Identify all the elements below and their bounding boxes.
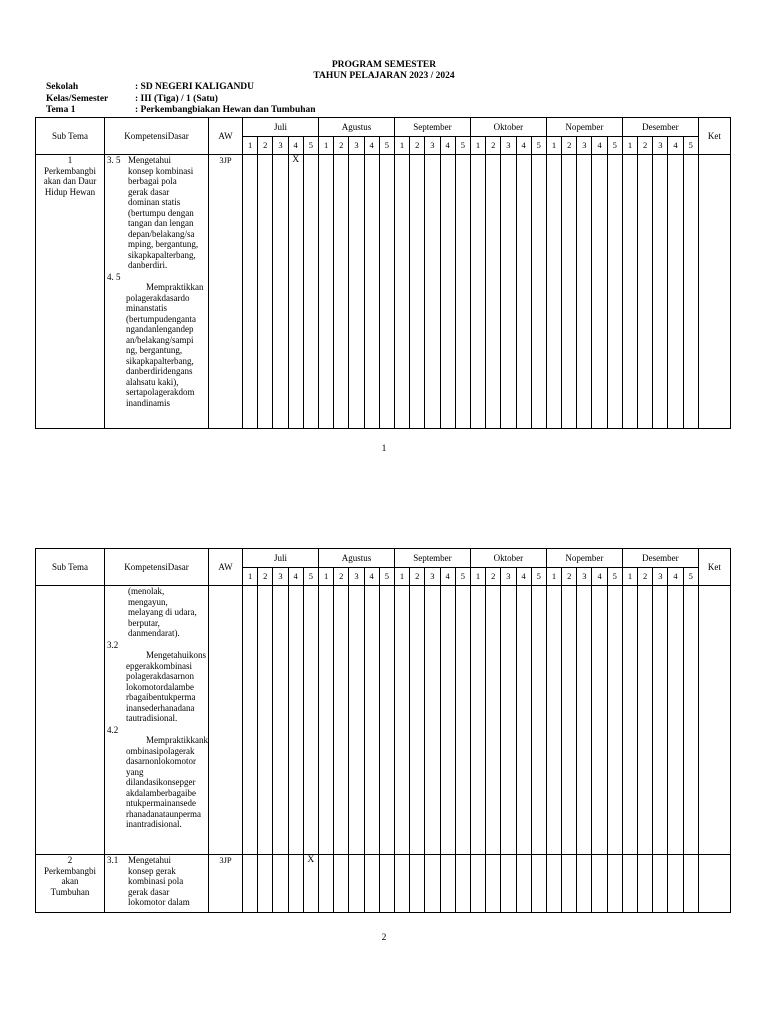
sub-tema-line: Tumbuhan (50, 886, 90, 897)
kd-item (105, 586, 208, 639)
week-cell (653, 586, 668, 855)
header-week: 3 (273, 137, 288, 155)
week-cell (577, 855, 592, 913)
page-number: 1 (381, 444, 387, 454)
header-aw: AW (209, 118, 243, 155)
sub-tema-cell (36, 155, 105, 429)
header-row-months (36, 549, 731, 568)
header-week: 2 (562, 568, 577, 586)
header-week: 2 (334, 137, 349, 155)
header-week: 3 (425, 568, 440, 586)
header-month: Desember (622, 549, 698, 568)
header-week: 1 (546, 137, 561, 155)
kd-number: 3.1 (107, 855, 119, 865)
header-week: 4 (288, 568, 303, 586)
header-week: 5 (455, 137, 470, 155)
week-cell (622, 855, 637, 913)
week-cell (455, 586, 470, 855)
week-cell (592, 155, 607, 429)
week-cell (622, 155, 637, 429)
header-week: 5 (379, 568, 394, 586)
week-cell (501, 586, 516, 855)
week-cell (486, 586, 501, 855)
header-month: Oktober (470, 118, 546, 137)
week-cell (531, 586, 546, 855)
week-cell (577, 155, 592, 429)
header-week: 5 (455, 568, 470, 586)
sub-tema-cell (36, 586, 105, 855)
sub-tema-line: 2 (67, 855, 73, 865)
aw-cell (209, 586, 243, 855)
week-cell (440, 586, 455, 855)
header-week: 2 (486, 137, 501, 155)
kd-number: 4. 5 (107, 271, 121, 282)
week-cell (638, 855, 653, 913)
week-cell (486, 155, 501, 429)
week-cell (258, 155, 273, 429)
header-week: 1 (318, 137, 333, 155)
header-week: 3 (349, 137, 364, 155)
header-week: 3 (577, 568, 592, 586)
week-cell (440, 855, 455, 913)
header-week: 5 (531, 137, 546, 155)
header-week: 2 (334, 568, 349, 586)
header-week: 1 (318, 568, 333, 586)
week-cell (683, 586, 698, 855)
header-kompetensi-dasar: KompetensiDasar (105, 118, 209, 155)
week-cell (364, 586, 379, 855)
week-cell (258, 855, 273, 913)
header-week: 4 (516, 137, 531, 155)
header-week: 4 (440, 137, 455, 155)
header-month: Juli (243, 118, 319, 137)
header-week: 1 (394, 137, 409, 155)
week-cell (273, 586, 288, 855)
kompetensi-cell (105, 586, 209, 855)
header-week: 2 (410, 137, 425, 155)
week-cell (273, 855, 288, 913)
week-cell (668, 855, 683, 913)
header-month: Nopember (546, 118, 622, 137)
kd-number (105, 586, 125, 639)
kd-item (105, 155, 208, 271)
week-cell (349, 155, 364, 429)
header-week: 4 (592, 137, 607, 155)
header-ket: Ket (698, 118, 730, 155)
week-cell (303, 155, 318, 429)
week-cell (364, 155, 379, 429)
sub-tema-line: Perkembangbi (44, 865, 96, 876)
kd-number: 3.2 (107, 639, 119, 650)
week-cell (546, 586, 561, 855)
ket-cell (698, 155, 730, 429)
table-row (36, 586, 731, 855)
header-week: 1 (622, 137, 637, 155)
kd-number: 3. 5 (107, 155, 121, 165)
header-week: 3 (501, 568, 516, 586)
kompetensi-cell (105, 155, 209, 429)
header-week: 5 (379, 137, 394, 155)
ket-cell (698, 855, 730, 913)
week-cell (592, 855, 607, 913)
header-week: 4 (592, 568, 607, 586)
week-cell (379, 155, 394, 429)
header-week: 4 (364, 568, 379, 586)
header-month: Nopember (546, 549, 622, 568)
header-week: 2 (638, 137, 653, 155)
aw-cell: 3JP (209, 155, 243, 429)
week-cell (546, 155, 561, 429)
sub-tema-line: akan dan Daur (43, 176, 97, 186)
kd-text: Mengetahui konsep kombinasi berbagai pola gerak dasar dominan statis (bertumpu dengan tangan dan lengan depan/belakang/sa mping, bergantung, sikapkapalterbang, danberdiri. (128, 155, 199, 270)
header-week: 4 (668, 137, 683, 155)
week-cell (653, 155, 668, 429)
week-cell (470, 586, 485, 855)
week-cell (288, 586, 303, 855)
week-cell (349, 855, 364, 913)
week-cell (668, 155, 683, 429)
week-cell (318, 586, 333, 855)
header-month: September (394, 118, 470, 137)
week-cell (318, 155, 333, 429)
info-label: Kelas/Semester (46, 94, 109, 104)
week-cell (562, 855, 577, 913)
info-value: : III (Tiga) / 1 (Satu) (135, 94, 218, 104)
header-week: 2 (410, 568, 425, 586)
header-month: Oktober (470, 549, 546, 568)
week-cell (318, 855, 333, 913)
header-week: 3 (349, 568, 364, 586)
header-week: 4 (440, 568, 455, 586)
week-cell (273, 155, 288, 429)
header-week: 3 (653, 137, 668, 155)
schedule-mark: X (288, 155, 303, 429)
week-cell (577, 586, 592, 855)
week-cell (334, 586, 349, 855)
program-semester-table-page-1 (35, 117, 731, 429)
header-week: 5 (607, 137, 622, 155)
week-cell (455, 855, 470, 913)
header-week: 2 (258, 137, 273, 155)
header-aw: AW (209, 549, 243, 586)
week-cell (516, 586, 531, 855)
week-cell (486, 855, 501, 913)
header-week: 5 (303, 137, 318, 155)
header-week: 3 (577, 137, 592, 155)
week-cell (303, 586, 318, 855)
page-number: 2 (381, 933, 387, 943)
week-cell (531, 155, 546, 429)
header-week: 3 (501, 137, 516, 155)
program-semester-table-page-2 (35, 548, 731, 913)
table-row (36, 155, 731, 429)
week-cell (455, 155, 470, 429)
kd-number: 4.2 (107, 724, 119, 735)
week-cell (349, 586, 364, 855)
kd-item: 3.2 Mengetahuikons epgerakkombinasi polagerakdasarnon lokomotordalambe rbagaibentukperma inansederhanadana tautradisional. (107, 639, 206, 723)
header-week: 3 (653, 568, 668, 586)
week-cell (410, 855, 425, 913)
week-cell (516, 855, 531, 913)
week-cell (683, 855, 698, 913)
week-cell (470, 155, 485, 429)
kd-item: 4. 5 Mempraktikkan polagerakdasardo minanstatis (bertumpudenganta ngandanlengandep an/belakang/sampi ng, bergantung, sikapkapalterbang, danberdiridengans alahsatu kaki), sertapolagerakdom inandinamis (105, 272, 208, 409)
week-cell (501, 155, 516, 429)
header-week: 4 (288, 137, 303, 155)
sub-tema-line: Perkembangbi (44, 165, 96, 176)
week-cell (243, 155, 258, 429)
week-cell (410, 155, 425, 429)
week-cell (379, 855, 394, 913)
week-cell (470, 855, 485, 913)
header-week: 1 (470, 137, 485, 155)
week-cell (638, 586, 653, 855)
header-week: 1 (243, 137, 258, 155)
week-cell (394, 155, 409, 429)
header-week: 2 (562, 137, 577, 155)
header-sub-tema: Sub Tema (36, 549, 105, 586)
week-cell (531, 855, 546, 913)
sub-tema-cell (36, 855, 105, 913)
week-cell (334, 155, 349, 429)
header-week: 1 (622, 568, 637, 586)
info-label: Tema 1 (46, 105, 76, 115)
header-week: 2 (638, 568, 653, 586)
week-cell (288, 855, 303, 913)
week-cell (546, 855, 561, 913)
header-week: 4 (668, 568, 683, 586)
week-cell (607, 855, 622, 913)
week-cell (243, 586, 258, 855)
header-month: Agustus (318, 549, 394, 568)
week-cell (516, 155, 531, 429)
header-week: 3 (273, 568, 288, 586)
header-week: 3 (425, 137, 440, 155)
header-row-months (36, 118, 731, 137)
header-week: 5 (531, 568, 546, 586)
week-cell (622, 586, 637, 855)
week-cell (425, 855, 440, 913)
header-week: 1 (394, 568, 409, 586)
header-week: 1 (470, 568, 485, 586)
info-label: Sekolah (46, 82, 79, 92)
week-cell (334, 855, 349, 913)
week-cell (394, 855, 409, 913)
kd-item: 4.2 Mempraktikkank ombinasipolagerak dasarnonlokomotor yang dilandasikonsepger akdalamberbagaibe ntukpermainansede rhanadanataunperma inantradisional. (107, 724, 208, 829)
week-cell (258, 586, 273, 855)
header-sub-tema: Sub Tema (36, 118, 105, 155)
week-cell (410, 586, 425, 855)
header-week: 2 (258, 568, 273, 586)
header-week: 4 (516, 568, 531, 586)
schedule-mark: X (303, 855, 318, 913)
kd-item (105, 855, 208, 908)
info-value: : SD NEGERI KALIGANDU (135, 82, 255, 92)
week-cell (425, 586, 440, 855)
header-month: Desember (622, 118, 698, 137)
week-cell (683, 155, 698, 429)
kd-text: Mengetahui konsep gerak kombinasi pola gerak dasar lokomotor dalam (128, 855, 190, 907)
header-week: 2 (486, 568, 501, 586)
header-week: 5 (683, 568, 698, 586)
week-cell (425, 155, 440, 429)
header-week: 1 (243, 568, 258, 586)
document-title: PROGRAM SEMESTER (331, 60, 437, 70)
week-cell (653, 855, 668, 913)
ket-cell (698, 586, 730, 855)
header-month: September (394, 549, 470, 568)
header-week: 1 (546, 568, 561, 586)
week-cell (562, 155, 577, 429)
header-week: 4 (364, 137, 379, 155)
header-week: 5 (303, 568, 318, 586)
week-cell (364, 855, 379, 913)
aw-cell: 3JP (209, 855, 243, 913)
week-cell (607, 155, 622, 429)
kompetensi-cell (105, 855, 209, 913)
week-cell (379, 586, 394, 855)
sub-tema-line: 1 (67, 155, 73, 165)
header-month: Juli (243, 549, 319, 568)
week-cell (592, 586, 607, 855)
table-row (36, 855, 731, 913)
sub-tema-line: akan (61, 876, 79, 886)
week-cell (638, 155, 653, 429)
header-ket: Ket (698, 549, 730, 586)
week-cell (394, 586, 409, 855)
kd-text: (menolak, mengayun, melayang di udara, berputar, danmendarat). (128, 586, 197, 638)
header-week: 5 (607, 568, 622, 586)
week-cell (668, 586, 683, 855)
header-kompetensi-dasar: KompetensiDasar (105, 549, 209, 586)
week-cell (607, 586, 622, 855)
info-value: : Perkembangbiakan Hewan dan Tumbuhan (135, 105, 316, 115)
week-cell (562, 586, 577, 855)
sub-tema-line: Hidup Hewan (44, 186, 96, 197)
week-cell (243, 855, 258, 913)
week-cell (501, 855, 516, 913)
week-cell (440, 155, 455, 429)
header-week: 5 (683, 137, 698, 155)
document-subtitle: TAHUN PELAJARAN 2023 / 2024 (313, 71, 455, 81)
header-month: Agustus (318, 118, 394, 137)
